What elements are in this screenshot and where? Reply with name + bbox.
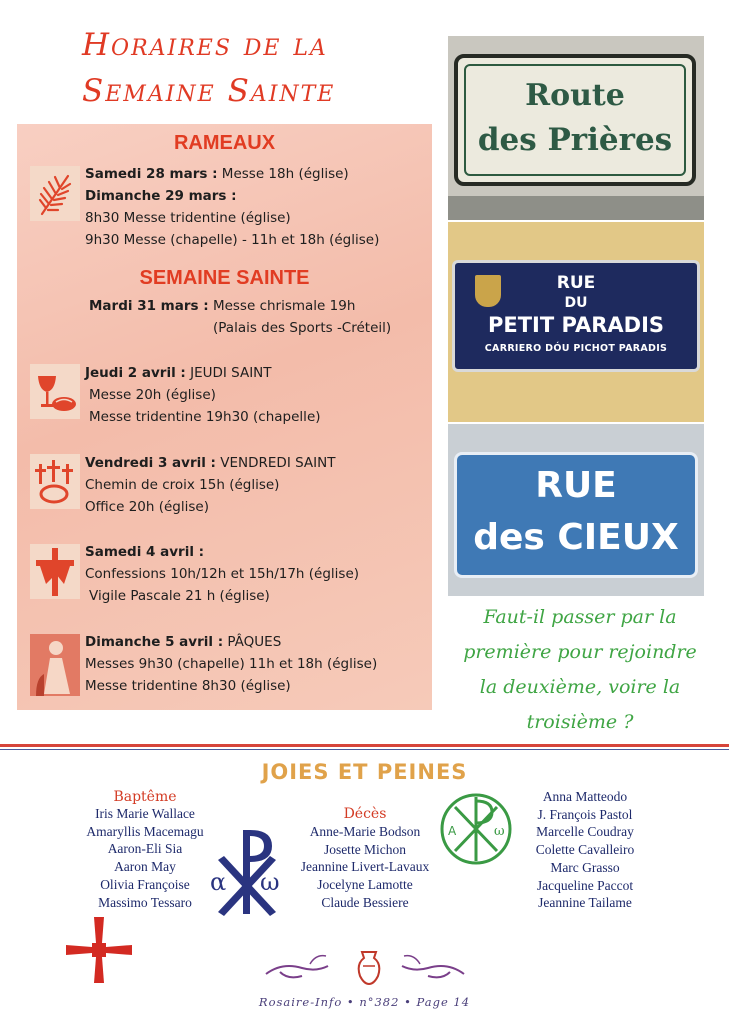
list-item: Claude Bessiere — [321, 894, 409, 910]
title-line-1: Horaires de la — [82, 27, 328, 63]
vendredi-line-2: Office 20h (église) — [85, 499, 209, 515]
bapteme-heading: Baptême — [113, 789, 177, 805]
samedi-line-2: Vigile Pascale 21 h (église) — [89, 588, 270, 604]
svg-text:α: α — [210, 868, 227, 896]
list-item: Marc Grasso — [550, 859, 620, 875]
vendredi-day: Vendredi 3 avril : — [85, 455, 216, 471]
resurrection-icon — [30, 634, 80, 696]
list-item: Aaron-Eli Sia — [107, 841, 183, 857]
dimanche-day: Dimanche 5 avril : — [85, 634, 224, 650]
rameaux-samedi — [85, 166, 349, 182]
deces-list-2 — [510, 788, 660, 912]
rameaux-heading: RAMEAUX — [173, 132, 276, 154]
vendredi-line — [85, 455, 335, 471]
rameaux-samedi-text: Messe 18h (église) — [217, 166, 349, 182]
svg-text:ω: ω — [260, 868, 280, 896]
street-sign-petit-paradis — [452, 260, 700, 372]
list-item: Aaron May — [114, 859, 176, 875]
dimanche-line — [85, 634, 281, 650]
photo-rue-du-petit-paradis — [448, 222, 704, 422]
jeudi-day: Jeudi 2 avril : — [85, 365, 186, 381]
mardi-line — [89, 298, 355, 314]
rameaux-dimanche-line-1: 8h30 Messe tridentine (église) — [85, 210, 291, 226]
semaine-sainte-heading: SEMAINE SAINTE — [139, 267, 310, 289]
cross-shroud-icon — [30, 544, 80, 599]
dimanche-text: PÂQUES — [223, 634, 282, 650]
list-item: Olivia Françoise — [100, 876, 190, 892]
mardi-day: Mardi 31 mars : — [89, 298, 209, 314]
vendredi-line-1: Chemin de croix 15h (église) — [85, 477, 280, 493]
mardi-line-2: (Palais des Sports -Créteil) — [213, 320, 392, 336]
rameaux-dimanche-line-2: 9h30 Messe (chapelle) - 11h et 18h (église) — [85, 232, 380, 248]
list-item: Jacqueline Paccot — [536, 877, 634, 893]
chi-rho-circle-icon — [438, 791, 514, 867]
rameaux-dimanche-day: Dimanche 29 mars : — [85, 188, 237, 204]
street-sign-cieux — [454, 452, 698, 578]
divider-bottom — [0, 749, 729, 750]
red-cross-icon — [64, 915, 134, 985]
jeudi-line-1: Messe 20h (église) — [89, 387, 216, 403]
list-item: Iris Marie Wallace — [95, 806, 195, 821]
list-item: Massimo Tessaro — [98, 894, 192, 910]
bapteme-list — [60, 805, 230, 911]
jeudi-line-2: Messe tridentine 19h30 (chapelle) — [89, 409, 321, 425]
dimanche-line-1: Messes 9h30 (chapelle) 11h et 18h (église) — [85, 656, 378, 672]
list-item: J. François Pastol — [537, 806, 633, 822]
vendredi-text: VENDREDI SAINT — [215, 455, 336, 471]
page-title — [82, 22, 335, 114]
photo-rue-des-cieux — [448, 424, 704, 596]
list-item: Josette Michon — [323, 841, 407, 857]
samedi-line — [85, 544, 204, 560]
mardi-text: Messe chrismale 19h — [208, 298, 356, 314]
title-line-2: Semaine Sainte — [82, 73, 336, 109]
sign2-line-1: RUE — [556, 273, 596, 293]
list-item: Marcelle Coudray — [536, 824, 634, 840]
dimanche-line-2: Messe tridentine 8h30 (église) — [85, 678, 291, 694]
divider-top — [0, 744, 729, 747]
chi-rho-alpha-omega-icon — [210, 826, 284, 918]
list-item: Jocelyne Lamotte — [317, 877, 413, 893]
sign3-line-1: RUE — [535, 465, 617, 506]
deces-list — [285, 823, 445, 912]
crosses-crown-icon — [30, 454, 80, 509]
samedi-line-1: Confessions 10h/12h et 15h/17h (église) — [85, 566, 360, 582]
list-item: Jeannine Livert-Lavaux — [300, 859, 430, 875]
photo-route-des-prieres — [448, 36, 704, 220]
list-item: Anne-Marie Bodson — [309, 824, 421, 839]
deces-heading: Décès — [343, 806, 387, 822]
amphora-icon — [354, 948, 384, 986]
joies-peines-title: JOIES ET PEINES — [261, 760, 468, 784]
street-sign-route — [454, 54, 696, 186]
rameaux-dimanche — [85, 188, 237, 204]
list-item: Jeannine Tailame — [538, 895, 632, 911]
caption-line-4: troisième ? — [526, 711, 634, 733]
list-item: Anna Matteodo — [542, 789, 628, 804]
palm-icon — [30, 166, 80, 221]
svg-text:A: A — [448, 824, 457, 838]
list-item: Amaryllis Macemagu — [86, 823, 204, 839]
chalice-bread-icon — [30, 364, 80, 419]
jeudi-text: JEUDI SAINT — [185, 365, 272, 381]
page-footer: Rosaire-Info • n°382 • Page 14 — [258, 995, 471, 1009]
samedi-day: Samedi 4 avril : — [85, 544, 205, 560]
sign3-line-2: des CIEUX — [473, 517, 679, 558]
sign1-line-2: des Prières — [477, 122, 673, 158]
caption-line-2: première pour rejoindre — [463, 641, 697, 663]
schedule-panel — [17, 124, 432, 710]
sign2-line-4: CARRIERO DÓU PICHOT PARADIS — [484, 343, 668, 354]
caption-line-3: la deuxième, voire la — [479, 676, 681, 698]
sign2-line-2: DU — [564, 295, 588, 311]
rameaux-samedi-day: Samedi 28 mars : — [85, 166, 218, 182]
jeudi-line — [85, 365, 272, 381]
dove-left-icon — [262, 950, 332, 986]
list-item: Colette Cavalleiro — [535, 842, 635, 858]
dove-right-icon — [398, 950, 468, 986]
sign2-line-3: PETIT PARADIS — [487, 313, 665, 337]
sign1-line-1: Route — [525, 78, 625, 113]
caption-line-1: Faut-il passer par la — [483, 606, 677, 628]
svg-text:ω: ω — [494, 824, 505, 839]
photo-caption — [440, 600, 720, 740]
